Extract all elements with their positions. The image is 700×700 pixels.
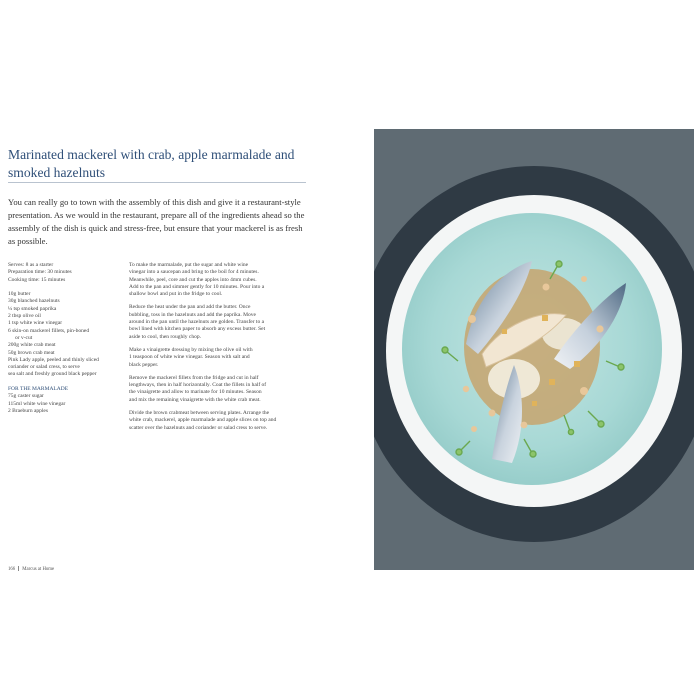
- method-line: To make the marmalade, put the sugar and white wine: [129, 262, 249, 268]
- spacer: [8, 379, 126, 386]
- page-number: 166: [8, 567, 16, 572]
- running-title: Marcus at Home: [22, 567, 55, 572]
- method-line: bubbling, toss in the hazelnuts and add the paprika. Move: [129, 311, 256, 318]
- ingredient-item: sea salt and freshly ground black pepper: [8, 371, 97, 378]
- recipe-title: Marinated mackerel with crab, apple marmalade and smoked hazelnuts: [8, 147, 295, 180]
- ingredients-column: [8, 262, 126, 415]
- spacer: [8, 284, 126, 291]
- method-line: bowl lined with kitchen paper to absorb any excess butter. Set: [129, 326, 266, 333]
- method-line: Add to the pan and simmer gently for 10 minutes. Pour into a: [129, 283, 265, 290]
- method-line: black pepper.: [129, 361, 159, 368]
- method-line: the vinaigrette and allow to marinate for 10 minutes. Season: [129, 389, 262, 396]
- method-line: 1 teaspoon of white wine vinegar. Season with salt and: [129, 354, 250, 361]
- title-divider: [8, 182, 306, 183]
- marmalade-ingredient: 2 Braeburn apples: [8, 407, 49, 414]
- method-line: white crab, mackerel, apple marmalade and apple slices on top and: [129, 417, 277, 424]
- marmalade-ingredient: 115ml white wine vinegar: [8, 400, 66, 407]
- cook-time-line: Cooking time: 15 minutes: [8, 276, 66, 283]
- method-step: [129, 375, 305, 404]
- method-step: [129, 304, 305, 340]
- ingredient-item: 200g white crab meat: [8, 342, 56, 349]
- ingredient-item: 30g blanched hazelnuts: [8, 298, 60, 305]
- method-line: Make a vinaigrette dressing by mixing the olive oil with: [129, 346, 253, 353]
- method-step: [129, 347, 305, 369]
- marmalade-ingredient: 75g caster sugar: [8, 393, 44, 400]
- method-line: Reduce the heat under the pan and add the butter. Once: [129, 304, 251, 311]
- ingredient-item: 2 tbsp olive oil: [8, 313, 41, 320]
- method-line: Divide the brown crabmeat between serving plates. Arrange the: [129, 410, 270, 417]
- marmalade-heading: FOR THE MARMALADE: [8, 386, 69, 393]
- method-column: [129, 262, 305, 438]
- method-line: aside to cool, then roughly chop.: [129, 333, 201, 340]
- dish-photo: [374, 129, 694, 570]
- ingredient-item-continued: or v-cut: [15, 334, 33, 341]
- page-footer: [8, 566, 54, 572]
- recipe-intro: You can really go to town with the assembly of this dish and give it a restaurant-style presentation. As we would in the restaurant, prepare all of the ingredients ahead so the assembly of the dish is quick and stress-free, but ensure that your mackerel is as fresh as possible.: [8, 197, 305, 246]
- method-line: vinegar into a saucepan and bring to the boil for 4 minutes.: [129, 269, 259, 276]
- method-line: lengthways, then in half horizontally. Coat the fillets in half of: [129, 382, 267, 389]
- ingredient-item: 50g brown crab meat: [8, 349, 55, 356]
- method-line: shallow bowl and put in the fridge to cool.: [129, 291, 223, 298]
- serves-line: Serves: 8 as a starter: [8, 262, 54, 268]
- ingredient-item: ¼ tsp smoked paprika: [8, 305, 57, 312]
- ingredient-item: 1 tsp white wine vinegar: [8, 320, 63, 327]
- ingredient-item: 6 skin-on mackerel fillets, pin-boned: [8, 327, 90, 334]
- method-line: and mix the remaining vinaigrette with the white crab meat.: [129, 396, 261, 403]
- ingredient-item: coriander or salad cress, to serve: [8, 364, 80, 371]
- method-line: Meanwhile, peel, core and cut the apples into 4mm cubes.: [129, 276, 257, 283]
- ingredient-item: Pink Lady apple, peeled and thinly sliced: [8, 356, 99, 363]
- method-step: [129, 410, 305, 432]
- method-step: [129, 262, 305, 298]
- footer-separator: [18, 566, 19, 571]
- prep-time-line: Preparation time: 30 minutes: [8, 269, 72, 276]
- method-line: scatter over the hazelnuts and coriander or salad cress to serve.: [129, 424, 268, 431]
- method-line: around in the pan until the hazelnuts are golden. Transfer to a: [129, 319, 265, 326]
- ingredient-item: 10g butter: [8, 291, 31, 298]
- dish-illustration: [374, 129, 694, 570]
- method-line: Remove the mackerel fillets from the fridge and cut in half: [129, 374, 259, 381]
